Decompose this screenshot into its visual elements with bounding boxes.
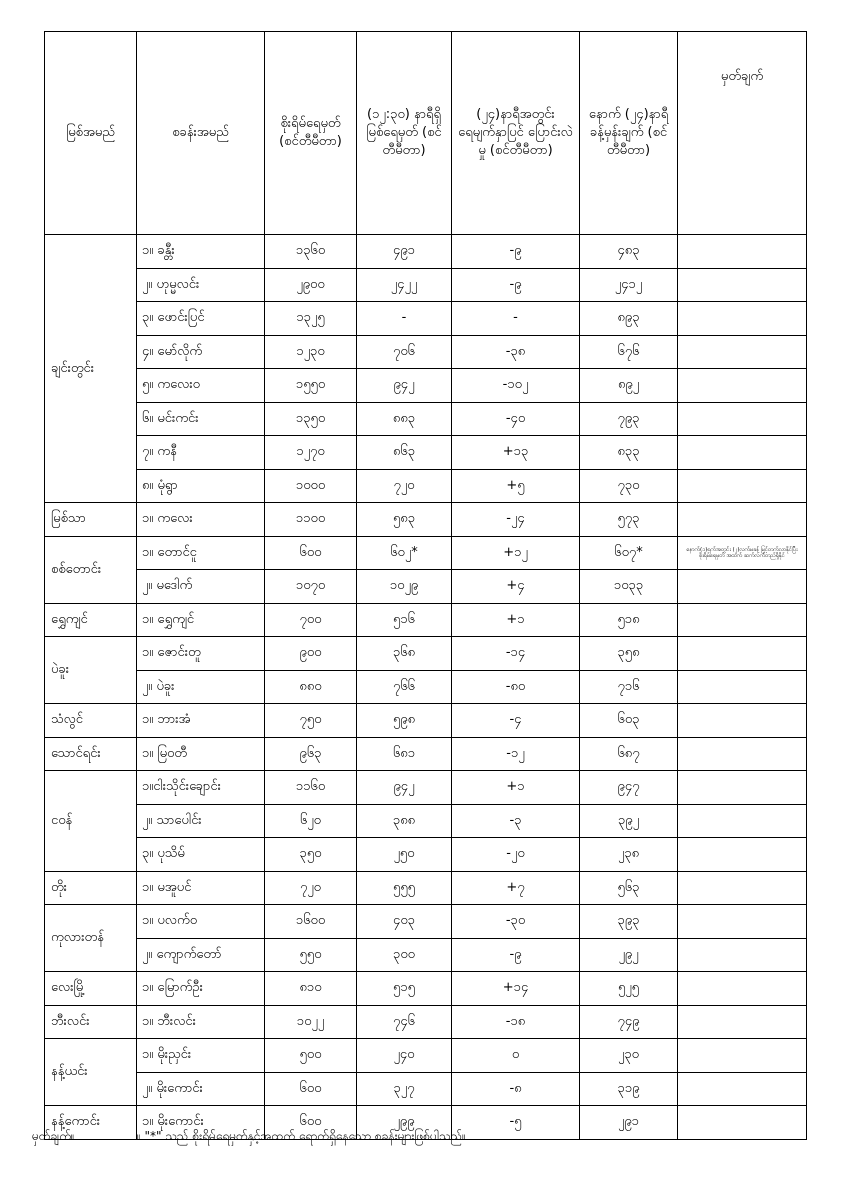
station-cell: ၁။ မအူပင်	[137, 871, 265, 905]
station-cell: ၁။ မြောက်ဦး	[137, 972, 265, 1006]
danger-level-cell: ၁၂၃၀	[265, 335, 357, 369]
level-change-cell: -၃၈	[452, 335, 580, 369]
forecast-cell: ၃၅၈	[580, 637, 678, 671]
river-name-cell: ဘီးလင်း	[45, 1005, 137, 1039]
station-cell: ၂။ ပဲခူး	[137, 670, 265, 704]
remark-cell	[678, 704, 807, 738]
table-row	[45, 335, 807, 369]
level-change-cell: +၄	[452, 570, 580, 604]
current-level-cell: ၈၆၃	[357, 436, 452, 470]
danger-level-cell: ၆၀၀	[265, 1072, 357, 1106]
current-level-cell: ၃၀၀	[357, 938, 452, 972]
level-change-cell: -	[452, 302, 580, 336]
remark-cell: နောက်(၁)ရက်အတွင်း (၂)လက်မခန့် မြင့်တက်လာနိုင်ပြီး စိုးရိမ်ရေမှတ် အထက် ဆက်လက်တည်ရှိနိုင်	[678, 536, 807, 570]
header-river: မြစ်အမည်	[45, 32, 137, 235]
remark-cell	[678, 972, 807, 1006]
station-cell: ၁။ တောင်ငူ	[137, 536, 265, 570]
current-level-cell: ၅၅၅	[357, 871, 452, 905]
level-change-cell: -၁၈	[452, 1005, 580, 1039]
remark-cell	[678, 268, 807, 302]
station-cell: ၁။ ဘီးလင်း	[137, 1005, 265, 1039]
danger-level-cell: ၁၃၂၅	[265, 302, 357, 336]
danger-level-cell: ၉၀၀	[265, 637, 357, 671]
level-change-cell: -၃၀	[452, 905, 580, 939]
station-cell: ၂။ ဟုမ္မလင်း	[137, 268, 265, 302]
forecast-cell: ၈၉၂	[580, 369, 678, 403]
danger-level-cell: ၁၀၀၀	[265, 469, 357, 503]
remark-cell	[678, 235, 807, 269]
level-change-cell: -၁၄	[452, 637, 580, 671]
danger-level-cell: ၃၅၀	[265, 838, 357, 872]
station-cell: ၄။ မော်လိုက်	[137, 335, 265, 369]
table-row	[45, 804, 807, 838]
current-level-cell: ၃၆၈	[357, 637, 452, 671]
forecast-cell: ၆၈၇	[580, 737, 678, 771]
level-change-cell: -၄၀	[452, 402, 580, 436]
level-change-cell: +၁၂	[452, 536, 580, 570]
station-cell: ၂။ သာပေါင်း	[137, 804, 265, 838]
current-level-cell: ၉၄၂	[357, 771, 452, 805]
forecast-cell: ၇၁၆	[580, 670, 678, 704]
current-level-cell: ၂၅၀	[357, 838, 452, 872]
level-change-cell: -၄	[452, 704, 580, 738]
current-level-cell: ၅၉၈	[357, 704, 452, 738]
table-row	[45, 302, 807, 336]
danger-level-cell: ၁၂၇၀	[265, 436, 357, 470]
river-name-cell: တိုး	[45, 871, 137, 905]
forecast-cell: ၄၈၃	[580, 235, 678, 269]
current-level-cell: ၃၈၈	[357, 804, 452, 838]
current-level-cell: ၂၄၀	[357, 1039, 452, 1073]
station-cell: ၆။ မင်းကင်း	[137, 402, 265, 436]
danger-level-cell: ၇၅၀	[265, 704, 357, 738]
river-name-cell: သံလွင်	[45, 704, 137, 738]
current-level-cell: ၅၁၅	[357, 972, 452, 1006]
level-change-cell: -၉	[452, 235, 580, 269]
level-change-cell: -၉	[452, 938, 580, 972]
table-row	[45, 670, 807, 704]
remark-cell	[678, 838, 807, 872]
current-level-cell: ၃၂၇	[357, 1072, 452, 1106]
forecast-cell: ၅၁၈	[580, 603, 678, 637]
station-cell: ၁။ မိုးကောင်း	[137, 1106, 265, 1140]
river-name-cell: လေးမြို့	[45, 972, 137, 1006]
current-level-cell: ၆၈၁	[357, 737, 452, 771]
forecast-cell: ၈၃၃	[580, 436, 678, 470]
station-cell: ၁။ ဇောင်းတူ	[137, 637, 265, 671]
river-name-cell: ကုလားတန်	[45, 905, 137, 972]
river-name-cell: ပဲခူး	[45, 637, 137, 704]
footnote-label: မှတ်ချက်။	[32, 1129, 75, 1143]
header-remark: မှတ်ချက်	[678, 32, 807, 235]
table-row	[45, 536, 807, 570]
table-row	[45, 871, 807, 905]
table-row	[45, 637, 807, 671]
danger-level-cell: ၆၀၀	[265, 1106, 357, 1140]
current-level-cell: ၇၄၆	[357, 1005, 452, 1039]
header-forecast: နောက် (၂၄)နာရီ ခန့်မှန်းချက် (စင်တီမီတာ)	[580, 32, 678, 235]
forecast-cell: ၂၉၂	[580, 938, 678, 972]
level-change-cell: -၂၀	[452, 838, 580, 872]
forecast-cell: ၅၆၃	[580, 871, 678, 905]
level-change-cell: +၁၃	[452, 436, 580, 470]
danger-level-cell: ၁၅၅၀	[265, 369, 357, 403]
forecast-cell: ၆၇၆	[580, 335, 678, 369]
level-change-cell: -၁၀၂	[452, 369, 580, 403]
river-name-cell: စစ်တောင်း	[45, 536, 137, 603]
current-level-cell: ၄၀၃	[357, 905, 452, 939]
forecast-cell: ၁၀၃၃	[580, 570, 678, 604]
river-name-cell: မြစ်သာ	[45, 503, 137, 537]
table-row	[45, 704, 807, 738]
remark-cell	[678, 369, 807, 403]
river-name-cell: နန့်ကောင်း	[45, 1106, 137, 1140]
header-row	[45, 32, 807, 235]
station-cell: ၁။ ကလေး	[137, 503, 265, 537]
river-name-cell: ချင်းတွင်း	[45, 235, 137, 503]
station-cell: ၁။ငါးသိုင်းချောင်း	[137, 771, 265, 805]
table-row	[45, 570, 807, 604]
forecast-cell: ၆၀၃	[580, 704, 678, 738]
forecast-cell: ၂၃၈	[580, 838, 678, 872]
remark-cell	[678, 1039, 807, 1073]
station-cell: ၃။ ဖောင်းပြင်	[137, 302, 265, 336]
danger-level-cell: ၆၀၀	[265, 536, 357, 570]
current-level-cell: ၈၈၃	[357, 402, 452, 436]
current-level-cell: ၄၉၁	[357, 235, 452, 269]
level-change-cell: -၃	[452, 804, 580, 838]
current-level-cell: ၂၉၉	[357, 1106, 452, 1140]
remark-cell	[678, 871, 807, 905]
forecast-cell: ၅၇၃	[580, 503, 678, 537]
forecast-cell: ၃၁၉	[580, 1072, 678, 1106]
remark-cell	[678, 603, 807, 637]
remark-cell	[678, 804, 807, 838]
forecast-cell: ၇၉၃	[580, 402, 678, 436]
level-change-cell: +၅	[452, 469, 580, 503]
remark-cell	[678, 670, 807, 704]
station-cell: ၁။ မိုးညှင်း	[137, 1039, 265, 1073]
table-row	[45, 503, 807, 537]
table-row	[45, 1005, 807, 1039]
footnote-text: ။ "*" သည် စိုးရိမ်ရေမှတ်နှင့်အထက် ရောက်ရှိနေသော စခန်းများဖြစ်ပါသည်။	[137, 1129, 466, 1143]
level-change-cell: -၉	[452, 268, 580, 302]
table-row	[45, 1072, 807, 1106]
current-level-cell: ၇၂၀	[357, 469, 452, 503]
remark-cell	[678, 335, 807, 369]
table-row	[45, 771, 807, 805]
level-change-cell: -၈၀	[452, 670, 580, 704]
river-name-cell: နန့်ယင်း	[45, 1039, 137, 1106]
table-row	[45, 369, 807, 403]
remark-cell	[678, 938, 807, 972]
river-name-cell: သောင်ရင်း	[45, 737, 137, 771]
current-level-cell: ၁၀၂၉	[357, 570, 452, 604]
station-cell: ၃။ ပုသိမ်	[137, 838, 265, 872]
current-level-cell: ၇၆၆	[357, 670, 452, 704]
forecast-cell: ၂၉၁	[580, 1106, 678, 1140]
danger-level-cell: ၁၁၆၀	[265, 771, 357, 805]
danger-level-cell: ၁၁၀၀	[265, 503, 357, 537]
danger-level-cell: ၅၅၀	[265, 938, 357, 972]
station-cell: ၂။ မိုးကောင်း	[137, 1072, 265, 1106]
remark-cell	[678, 503, 807, 537]
table-row	[45, 402, 807, 436]
level-change-cell: -၁၂	[452, 737, 580, 771]
forecast-cell: ၈၉၃	[580, 302, 678, 336]
danger-level-cell: ၁၆၀၀	[265, 905, 357, 939]
forecast-cell: ၆၀၇*	[580, 536, 678, 570]
table-row	[45, 938, 807, 972]
table-row	[45, 268, 807, 302]
station-cell: ၂။ ကျောက်တော်	[137, 938, 265, 972]
level-change-cell: -၂၄	[452, 503, 580, 537]
level-change-cell: +၁	[452, 603, 580, 637]
remark-cell	[678, 771, 807, 805]
table-row	[45, 1039, 807, 1073]
danger-level-cell: ၇၀၀	[265, 603, 357, 637]
remark-cell	[678, 737, 807, 771]
station-cell: ၇။ ကနီ	[137, 436, 265, 470]
river-name-cell: ရွှေကျင်	[45, 603, 137, 637]
level-change-cell: ၀	[452, 1039, 580, 1073]
station-cell: ၅။ ကလေးဝ	[137, 369, 265, 403]
danger-level-cell: ၂၉၀၀	[265, 268, 357, 302]
river-name-cell: ငဝန်	[45, 771, 137, 872]
level-change-cell: -၈	[452, 1072, 580, 1106]
danger-level-cell: ၇၂၀	[265, 871, 357, 905]
level-change-cell: -၅	[452, 1106, 580, 1140]
station-cell: ၈။ မုံရွာ	[137, 469, 265, 503]
danger-level-cell: ၈၈၀	[265, 670, 357, 704]
table-row	[45, 603, 807, 637]
table-row	[45, 436, 807, 470]
table-row	[45, 737, 807, 771]
forecast-cell: ၅၂၅	[580, 972, 678, 1006]
table-row	[45, 469, 807, 503]
remark-cell	[678, 637, 807, 671]
remark-cell	[678, 469, 807, 503]
level-change-cell: +၁၄	[452, 972, 580, 1006]
table-row	[45, 235, 807, 269]
current-level-cell: ၇၀၆	[357, 335, 452, 369]
current-level-cell: ၉၄၂	[357, 369, 452, 403]
station-cell: ၁။ ပလက်ဝ	[137, 905, 265, 939]
danger-level-cell: ၈၁၀	[265, 972, 357, 1006]
forecast-cell: ၂၃၀	[580, 1039, 678, 1073]
table-body	[45, 235, 807, 1140]
table-row	[45, 905, 807, 939]
header-current-level: (၁၂:၃၀) နာရီရှိ မြစ်ရေမှတ် (စင်တီမီတာ)	[357, 32, 452, 235]
remark-cell	[678, 1005, 807, 1039]
forecast-cell: ၃၉၃	[580, 905, 678, 939]
remark-cell	[678, 402, 807, 436]
footnote	[32, 1128, 466, 1146]
remark-cell	[678, 570, 807, 604]
current-level-cell: ၂၄၂၂	[357, 268, 452, 302]
forecast-cell: ၇၃၀	[580, 469, 678, 503]
forecast-cell: ၂၄၁၂	[580, 268, 678, 302]
danger-level-cell: ၁၀၇၀	[265, 570, 357, 604]
remark-cell	[678, 436, 807, 470]
remark-cell	[678, 905, 807, 939]
header-level-change: (၂၄)နာရီအတွင်း ရေမျက်နှာပြင် ပြောင်းလဲမှု (စင်တီမီတာ)	[452, 32, 580, 235]
level-change-cell: +၁	[452, 771, 580, 805]
danger-level-cell: ၉၆၃	[265, 737, 357, 771]
current-level-cell: -	[357, 302, 452, 336]
current-level-cell: ၆၀၂*	[357, 536, 452, 570]
header-danger-level: စိုးရိမ်ရေမှတ် (စင်တီမီတာ)	[265, 32, 357, 235]
table-row	[45, 838, 807, 872]
current-level-cell: ၅၈၃	[357, 503, 452, 537]
remark-cell	[678, 302, 807, 336]
forecast-cell: ၇၄၉	[580, 1005, 678, 1039]
station-cell: ၁။ မြဝတီ	[137, 737, 265, 771]
forecast-cell: ၃၉၂	[580, 804, 678, 838]
station-cell: ၁။ ခန္တီး	[137, 235, 265, 269]
danger-level-cell: ၅၀၀	[265, 1039, 357, 1073]
remark-cell	[678, 1106, 807, 1140]
table-row	[45, 972, 807, 1006]
danger-level-cell: ၁၃၅၀	[265, 402, 357, 436]
level-change-cell: +၇	[452, 871, 580, 905]
header-station: စခန်းအမည်	[137, 32, 265, 235]
danger-level-cell: ၁၃၆၀	[265, 235, 357, 269]
remark-cell	[678, 1072, 807, 1106]
river-level-table	[44, 31, 807, 1140]
station-cell: ၁။ ဘားအံ	[137, 704, 265, 738]
danger-level-cell: ၁၀၂၂	[265, 1005, 357, 1039]
station-cell: ၂။ မဒေါက်	[137, 570, 265, 604]
current-level-cell: ၅၁၆	[357, 603, 452, 637]
forecast-cell: ၉၄၇	[580, 771, 678, 805]
danger-level-cell: ၆၂၀	[265, 804, 357, 838]
station-cell: ၁။ ရွှေကျင်	[137, 603, 265, 637]
